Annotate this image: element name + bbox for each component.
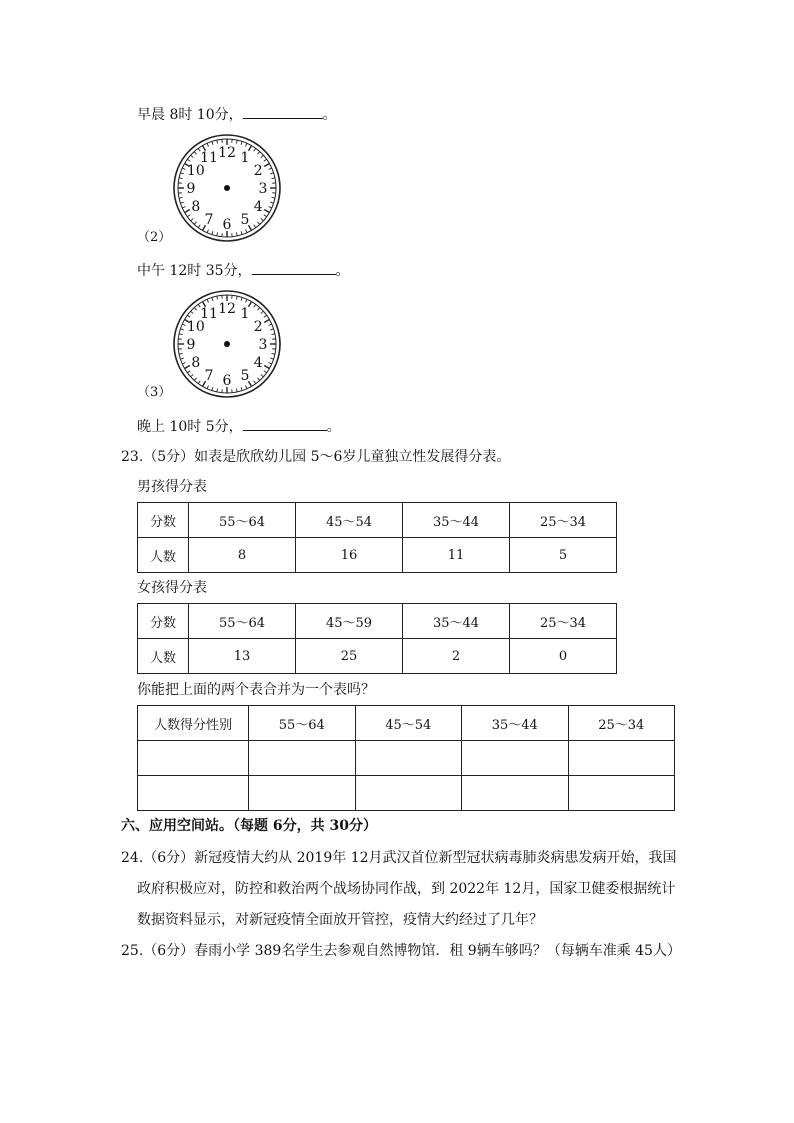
clock-center-dot <box>224 185 230 191</box>
table-cell: 35～44 <box>403 503 510 538</box>
clock-tick <box>272 334 275 335</box>
clock-tick <box>191 155 194 157</box>
clock-tick <box>264 215 267 217</box>
clock-tick <box>246 230 247 233</box>
clock-number: 3 <box>258 181 268 197</box>
clock-number: 11 <box>200 149 218 166</box>
clock-number: 10 <box>186 319 205 335</box>
clock-tick <box>179 178 182 179</box>
clock-tick <box>254 148 256 151</box>
answer-blank[interactable] <box>243 418 327 431</box>
clock-tick <box>257 308 259 311</box>
clock-tick <box>207 386 208 389</box>
clock-tick <box>187 159 190 161</box>
table-cell: 45～59 <box>296 604 403 639</box>
clock-tick <box>236 233 237 236</box>
clock-number: 4 <box>253 199 263 215</box>
table-cell: 11 <box>403 538 510 573</box>
clock-tick <box>185 366 190 369</box>
clock-tick <box>257 378 259 381</box>
table-cell: 55～64 <box>249 706 356 741</box>
clock-tick <box>269 168 272 169</box>
clock-tick <box>264 159 267 161</box>
clock-face-3 <box>171 288 283 400</box>
table-row <box>138 776 675 811</box>
clock-tick <box>241 141 242 144</box>
clock-tick <box>191 218 194 220</box>
clock-tick <box>270 202 273 203</box>
clock-tick <box>194 378 196 381</box>
clock-number: 1 <box>240 149 250 166</box>
clock-tick <box>212 231 213 234</box>
clock-tick <box>194 152 196 155</box>
table-cell: 25～34 <box>568 706 675 741</box>
clock-tick <box>182 363 185 364</box>
clock-number: 7 <box>204 212 214 229</box>
clock-tick <box>270 329 273 330</box>
clock-tick <box>246 143 247 146</box>
table-cell: 5 <box>510 538 617 573</box>
section6-heading: 六、应用空间站。（每题 6分，共 30分） <box>121 818 377 834</box>
table-cell: 人数 <box>138 538 189 573</box>
table-row <box>138 604 617 639</box>
q22-line3-text: 晚上 10时 5分， <box>137 419 243 435</box>
clock-tick <box>185 210 190 213</box>
table-cell: 0 <box>510 639 617 674</box>
empty-cell[interactable] <box>249 776 356 811</box>
empty-cell[interactable] <box>355 741 462 776</box>
table-cell: 8 <box>189 538 296 573</box>
clock-tick <box>236 296 237 299</box>
clock-tick <box>246 299 247 302</box>
boys-table-title: 男孩得分表 <box>137 479 207 495</box>
clock-tick <box>182 207 185 208</box>
table-cell: 35～44 <box>403 604 510 639</box>
q24-line3: 数据资料显示，对新冠疫情全面放开管控，疫情大约经过了几年？ <box>137 912 543 928</box>
clock-tick <box>264 366 269 369</box>
empty-cell[interactable] <box>568 741 675 776</box>
answer-blank[interactable] <box>243 106 323 119</box>
empty-cell[interactable] <box>355 776 462 811</box>
table-cell: 分数 <box>138 503 189 538</box>
clock-tick <box>212 387 213 390</box>
q22-line2 <box>137 262 350 278</box>
boys-score-table <box>137 502 617 573</box>
empty-cell[interactable] <box>568 776 675 811</box>
q24-line1: 24.（6分）新冠疫情大约从 2019年 12月武汉首位新型冠状病毒肺炎病患发病开始，我国 <box>121 850 677 866</box>
clock-tick <box>187 315 190 317</box>
clock-tick <box>261 218 264 220</box>
q22-label2: （2） <box>137 230 172 245</box>
table-cell: 人数 <box>138 639 189 674</box>
clock-tick <box>194 222 196 225</box>
table-cell: 13 <box>189 639 296 674</box>
clock-tick <box>261 374 264 376</box>
clock-tick <box>257 222 259 225</box>
table-cell: 55～64 <box>189 503 296 538</box>
clock-tick <box>182 168 185 169</box>
clock-tick <box>212 141 213 144</box>
clock-number: 9 <box>186 181 196 197</box>
q22-line3 <box>137 418 341 434</box>
clock-tick <box>272 353 275 354</box>
table-cell: 16 <box>296 538 403 573</box>
clock-tick <box>264 320 269 323</box>
clock-tick <box>207 299 208 302</box>
clock-tick <box>254 304 256 307</box>
q22-line1-end: 。 <box>322 107 337 123</box>
table-cell: 25 <box>296 639 403 674</box>
q22-label3: （3） <box>137 385 172 400</box>
clock-number: 12 <box>218 145 236 161</box>
clock-number: 2 <box>253 163 263 179</box>
clock-tick <box>187 215 190 217</box>
table-row <box>138 538 617 573</box>
clock-number: 6 <box>222 373 232 389</box>
clock-tick <box>182 324 185 325</box>
clock-tick <box>270 173 273 174</box>
clock-number: 8 <box>191 355 201 371</box>
empty-cell[interactable] <box>138 741 249 776</box>
q22-line2-text: 中午 12时 35分， <box>137 263 252 279</box>
empty-cell[interactable] <box>138 776 249 811</box>
clock-tick <box>180 173 183 174</box>
clock-tick <box>180 358 183 359</box>
clock-tick <box>270 358 273 359</box>
table-cell: 45～54 <box>296 503 403 538</box>
clock-tick <box>217 233 218 236</box>
clock-tick <box>241 231 242 234</box>
clock-number: 6 <box>222 217 232 233</box>
clock-tick <box>180 202 183 203</box>
empty-cell[interactable] <box>462 741 569 776</box>
clock-number: 10 <box>186 163 205 179</box>
clock-number: 9 <box>186 337 196 353</box>
clock-tick <box>264 210 269 213</box>
clock-tick <box>179 334 182 335</box>
empty-cell[interactable] <box>462 776 569 811</box>
clock-face-2 <box>171 132 283 244</box>
clock-tick <box>272 197 275 198</box>
table-row <box>138 706 675 741</box>
clock-tick <box>246 386 247 389</box>
clock-tick <box>179 197 182 198</box>
clock-tick <box>191 311 194 313</box>
q22-line2-end: 。 <box>335 263 350 279</box>
clock-tick <box>198 225 200 228</box>
clock-number: 11 <box>200 305 218 322</box>
clock-tick <box>179 353 182 354</box>
clock-number: 4 <box>253 355 263 371</box>
clock-tick <box>187 371 190 373</box>
q22-line1 <box>137 106 337 122</box>
girls-table-title: 女孩得分表 <box>137 580 207 596</box>
q23-stem: 23.（5分）如表是欣欣幼儿园 5～6岁儿童独立性发展得分表。 <box>121 449 511 465</box>
clock-tick <box>264 371 267 373</box>
merged-table <box>137 705 675 811</box>
empty-cell[interactable] <box>249 741 356 776</box>
clock-tick <box>191 374 194 376</box>
clock-tick <box>269 324 272 325</box>
clock-tick <box>207 143 208 146</box>
clock-tick <box>236 389 237 392</box>
clock-tick <box>264 315 267 317</box>
clock-number: 8 <box>191 199 201 215</box>
q24-line2: 政府积极应对，防控和救治两个战场协同作战，到 2022年 12月，国家卫健委根据统计 <box>137 881 676 897</box>
table-row <box>138 503 617 538</box>
clock-number: 1 <box>240 305 250 322</box>
table-cell: 55～64 <box>189 604 296 639</box>
clock-tick <box>194 308 196 311</box>
table-cell: 45～54 <box>355 706 462 741</box>
clock-tick <box>241 387 242 390</box>
clock-tick <box>254 225 256 228</box>
table-cell: 25～34 <box>510 604 617 639</box>
table-corner-cell: 人数得分性别 <box>138 706 249 741</box>
clock-tick <box>261 311 264 313</box>
clock-tick <box>180 329 183 330</box>
table-cell: 35～44 <box>462 706 569 741</box>
clock-number: 3 <box>258 337 268 353</box>
clock-tick <box>207 230 208 233</box>
girls-score-table <box>137 603 617 674</box>
q22-line1-text: 早晨 8时 10分， <box>137 107 243 123</box>
clock-tick <box>236 140 237 143</box>
clock-tick <box>264 164 269 167</box>
table-row <box>138 741 675 776</box>
table-cell: 分数 <box>138 604 189 639</box>
clock-number: 12 <box>218 301 236 317</box>
clock-tick <box>217 140 218 143</box>
clock-tick <box>269 207 272 208</box>
clock-tick <box>261 155 264 157</box>
clock-number: 7 <box>204 368 214 385</box>
clock-number: 2 <box>253 319 263 335</box>
answer-blank[interactable] <box>252 262 336 275</box>
clock-number: 5 <box>240 212 250 229</box>
clock-number: 5 <box>240 368 250 385</box>
clock-tick <box>269 363 272 364</box>
table-cell: 25～34 <box>510 503 617 538</box>
clock-center-dot <box>224 341 230 347</box>
clock-tick <box>241 297 242 300</box>
clock-tick <box>272 178 275 179</box>
clock-tick <box>257 152 259 155</box>
clock-tick <box>217 389 218 392</box>
merge-question: 你能把上面的两个表合并为一个表吗？ <box>137 682 375 698</box>
q25-line1: 25.（6分）春雨小学 389名学生去参观自然博物馆．租 9辆车够吗？（每辆车准乘 45人） <box>121 943 681 959</box>
clock-tick <box>212 297 213 300</box>
q22-line3-end: 。 <box>326 419 341 435</box>
table-row <box>138 639 617 674</box>
clock-tick <box>254 381 256 384</box>
clock-tick <box>217 296 218 299</box>
clock-tick <box>198 381 200 384</box>
table-cell: 2 <box>403 639 510 674</box>
